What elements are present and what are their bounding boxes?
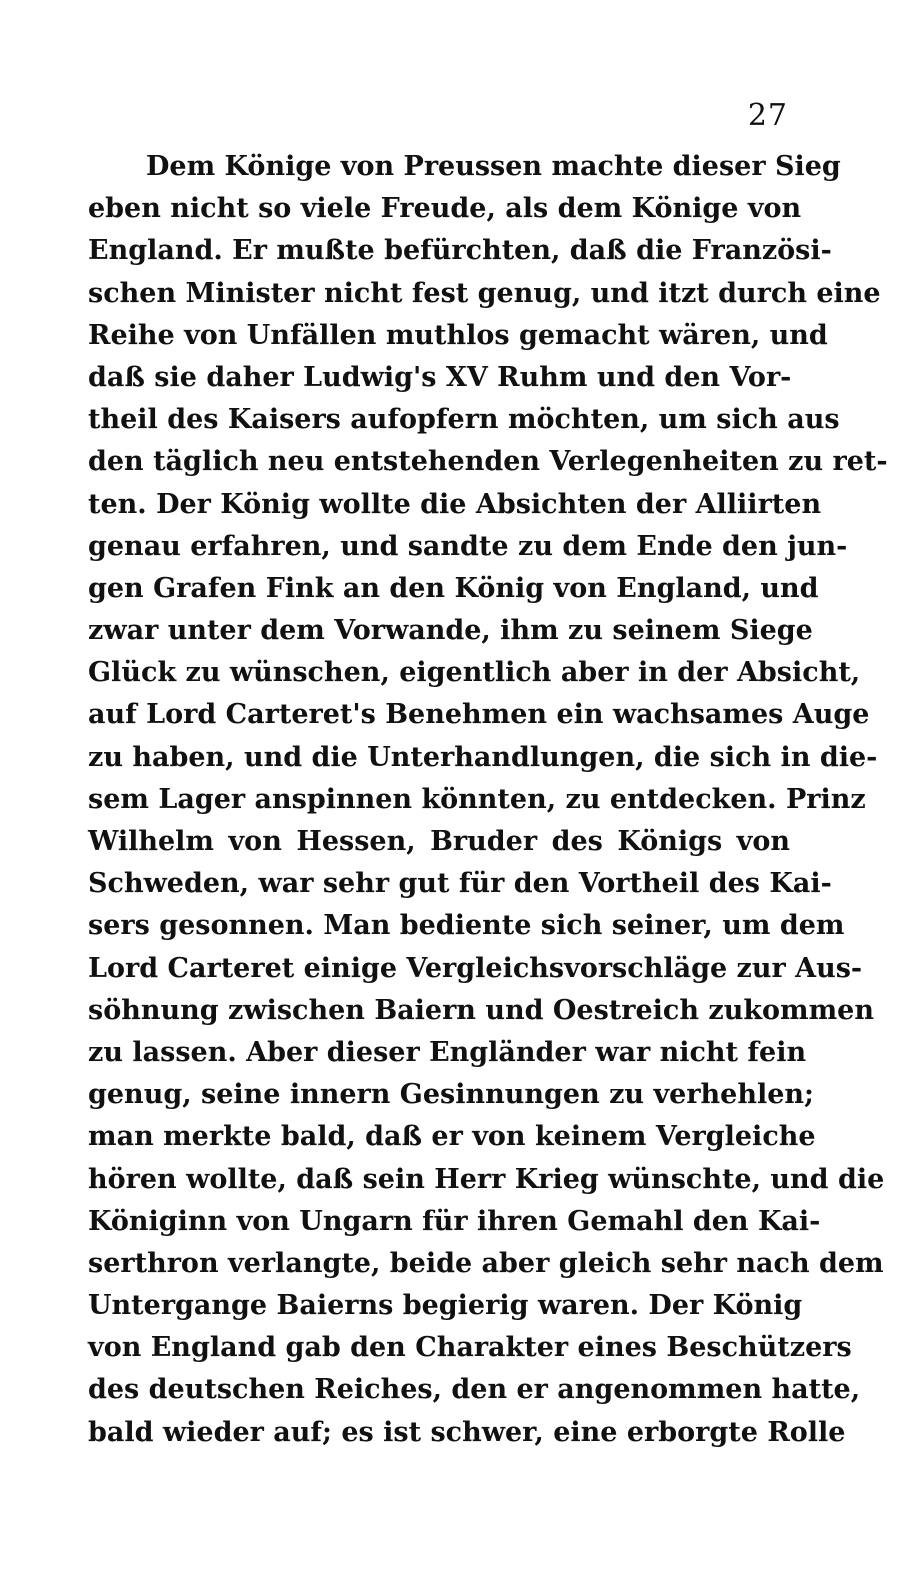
text-line: zu haben, und die Unterhandlungen, die sich in die-	[88, 741, 878, 773]
text-line: eben nicht so viele Freude, als dem Könige von	[88, 193, 802, 225]
text-line: des deutschen Reiches, den er angenommen hatte,	[88, 1374, 861, 1406]
text-line: Wilhelm von Hessen, Bruder des Königs von	[88, 826, 790, 857]
text-line: den täglich neu entstehenden Verlegenheiten zu ret-	[88, 446, 888, 478]
text-line: Dem Könige von Preussen machte dieser Sieg	[146, 151, 841, 182]
text-line: daß sie daher Ludwig's XV Ruhm und den Vor-	[88, 361, 792, 393]
text-line: man merkte bald, daß er von keinem Vergleiche	[88, 1121, 816, 1153]
text-line: genau erfahren, und sandte zu dem Ende den jun-	[88, 530, 848, 562]
text-line: England. Er mußte befürchten, daß die Französi-	[88, 235, 832, 267]
text-line: auf Lord Carteret's Benehmen ein wachsames Auge	[88, 699, 870, 731]
text-line: bald wieder auf; es ist schwer, eine erborgte Rolle	[88, 1416, 846, 1448]
text-line: von England gab den Charakter eines Beschützers	[88, 1332, 852, 1364]
text-line: Lord Carteret einige Vergleichsvorschläge zur Aus-	[88, 952, 863, 984]
text-line: gen Grafen Fink an den König von England, und	[88, 572, 819, 604]
text-line: hören wollte, daß sein Herr Krieg wünschte, und die	[88, 1163, 885, 1195]
text-line: söhnung zwischen Baiern und Oestreich zukommen	[88, 994, 874, 1026]
text-line: zu lassen. Aber dieser Engländer war nicht fein	[88, 1036, 807, 1068]
text-line: schen Minister nicht fest genug, und itzt durch eine	[88, 277, 881, 309]
page-number: 27	[747, 98, 788, 133]
text-line: ten. Der König wollte die Absichten der Alliirten	[88, 488, 822, 520]
body-text	[88, 146, 888, 1454]
text-line: Königinn von Ungarn für ihren Gemahl den Kai-	[88, 1205, 821, 1237]
text-line: theil des Kaisers aufopfern möchten, um sich aus	[88, 404, 840, 436]
text-line: Glück zu wünschen, eigentlich aber in der Absicht,	[88, 657, 861, 689]
text-line: serthron verlangte, beide aber gleich sehr nach dem	[88, 1247, 884, 1279]
text-line: sem Lager anspinnen könnten, zu entdecken. Prinz	[88, 783, 866, 815]
text-line: Reihe von Unfällen muthlos gemacht wären, und	[88, 319, 828, 351]
text-line: Untergange Baierns begierig waren. Der König	[88, 1290, 803, 1322]
text-line: zwar unter dem Vorwande, ihm zu seinem Siege	[88, 615, 813, 647]
text-line: genug, seine innern Gesinnungen zu verhehlen;	[88, 1079, 815, 1111]
text-line: sers gesonnen. Man bediente sich seiner, um dem	[88, 910, 845, 942]
text-line: Schweden, war sehr gut für den Vortheil des Kai-	[88, 868, 832, 900]
